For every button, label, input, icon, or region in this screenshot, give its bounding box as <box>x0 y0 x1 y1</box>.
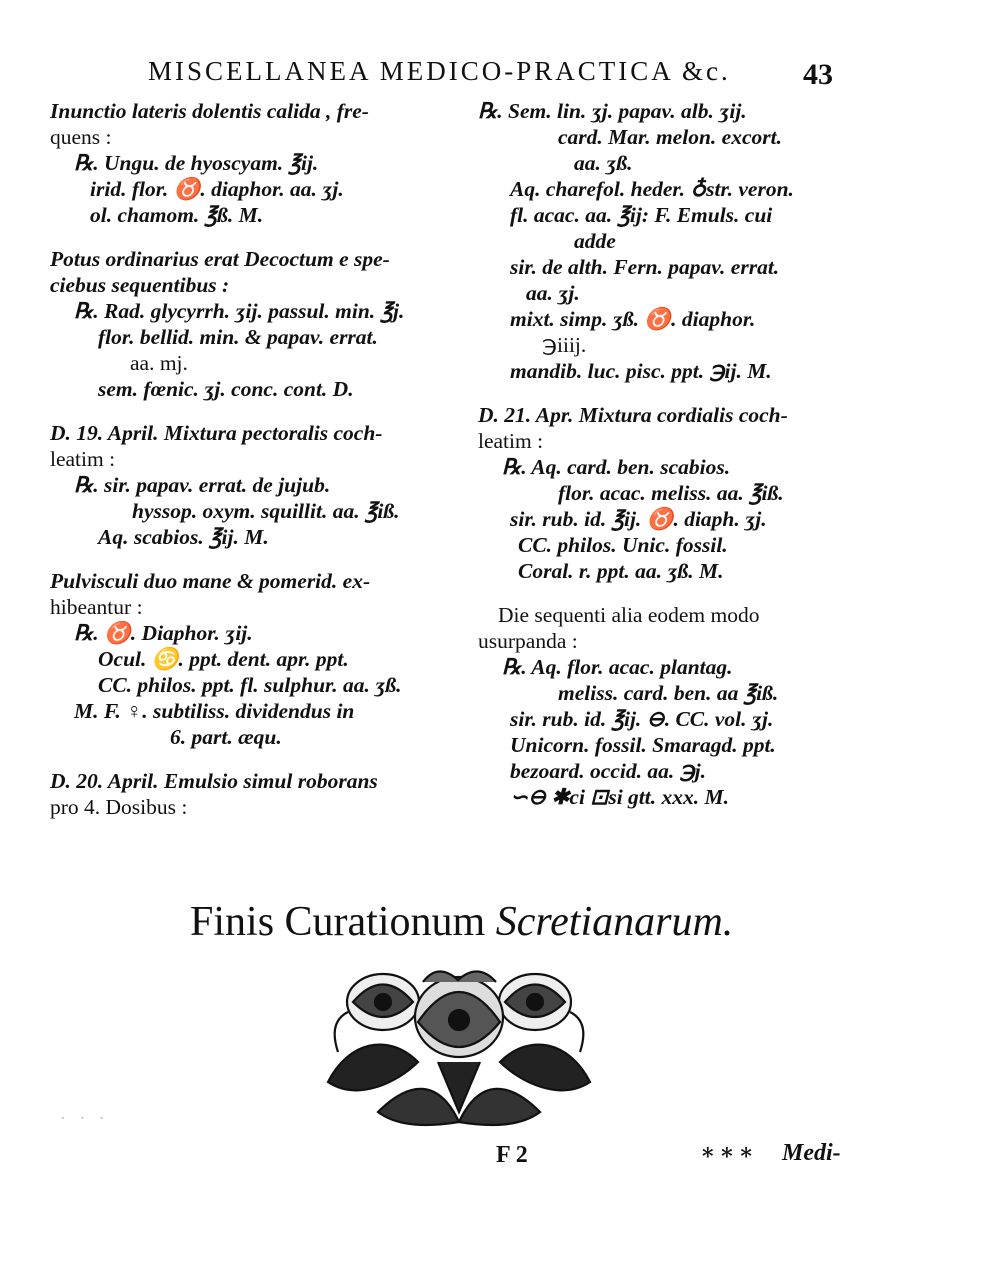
paragraph-gap <box>50 228 442 246</box>
bleed-through-smudge: · · · <box>60 1108 109 1129</box>
text-line: ol. chamom. ℥ß. M. <box>90 203 264 227</box>
text-line: leatim : <box>50 447 116 471</box>
text-line: 6. part. æqu. <box>170 725 282 749</box>
text-line: ℞. Sem. lin. ʒj. papav. alb. ʒij. <box>478 99 747 123</box>
text-line: ℈iiij. <box>542 333 587 357</box>
text-line: adde <box>574 229 616 253</box>
right-column <box>478 98 848 810</box>
text-line: ℞. Rad. glycyrrh. ʒij. passul. min. ℥j. <box>74 299 405 323</box>
text-line: sir. rub. id. ℥ij. ⊖. CC. vol. ʒj. <box>510 707 774 731</box>
text-line: bezoard. occid. aa. ℈j. <box>510 759 706 783</box>
text-line: aa. mj. <box>130 351 188 375</box>
text-line: Unicorn. fossil. Smaragd. ppt. <box>510 733 776 757</box>
text-line: ℞. sir. papav. errat. de jujub. <box>74 473 331 497</box>
text-line: ℞. ♉. Diaphor. ʒij. <box>74 621 253 645</box>
text-line: irid. flor. ♉. diaphor. aa. ʒj. <box>90 177 344 201</box>
text-line: ℞. Aq. card. ben. scabios. <box>502 455 731 479</box>
text-line: usurpanda : <box>478 629 578 653</box>
running-title: MISCELLANEA MEDICO-PRACTICA &c. <box>148 56 731 86</box>
text-line: M. F. ♀. subtiliss. dividendus in <box>74 699 355 723</box>
paragraph-gap <box>50 402 442 420</box>
paragraph-gap <box>478 584 848 602</box>
text-line: D. 21. Apr. Mixtura cordialis coch- <box>478 403 788 427</box>
text-line: sir. de alth. Fern. papav. errat. <box>510 255 780 279</box>
text-line: Die sequenti alia eodem modo <box>498 603 760 627</box>
text-line: Inunctio lateris dolentis calida , fre- <box>50 99 369 123</box>
text-line: ∽⊖ ✱ci ⊡si gtt. xxx. M. <box>510 785 729 809</box>
text-line: flor. bellid. min. & papav. errat. <box>98 325 378 349</box>
paragraph-gap <box>50 750 442 768</box>
text-line: sir. rub. id. ℥ij. ♉. diaph. ʒj. <box>510 507 767 531</box>
text-line: Ocul. ♋. ppt. dent. apr. ppt. <box>98 647 349 671</box>
left-column <box>50 98 442 820</box>
text-line: hyssop. oxym. squillit. aa. ℥iß. <box>132 499 400 523</box>
text-line: Aq. charefol. heder. ♁str. veron. <box>510 177 794 201</box>
text-line: aa. ʒß. <box>574 151 633 175</box>
text-line: ciebus sequentibus : <box>50 273 230 297</box>
text-line: D. 19. April. Mixtura pectoralis coch- <box>50 421 383 445</box>
text-line: aa. ʒj. <box>526 281 580 305</box>
text-line: Coral. r. ppt. aa. ʒß. M. <box>518 559 724 583</box>
floral-woodcut-ornament <box>318 962 600 1128</box>
text-line: mandib. luc. pisc. ppt. ℈ij. M. <box>510 359 772 383</box>
text-line: D. 20. April. Emulsio simul roborans <box>50 769 378 793</box>
text-line: CC. philos. ppt. fl. sulphur. aa. ʒß. <box>98 673 402 697</box>
paragraph-gap <box>478 384 848 402</box>
closing-line <box>190 898 733 946</box>
text-line: fl. acac. aa. ℥ij: F. Emuls. cui <box>510 203 773 227</box>
text-line: flor. acac. meliss. aa. ℥iß. <box>558 481 784 505</box>
text-line: ℞. Ungu. de hyoscyam. ℥ij. <box>74 151 319 175</box>
closing-prefix: Finis Curationum <box>190 899 496 945</box>
paragraph-gap <box>50 550 442 568</box>
text-line: sem. fœnic. ʒj. conc. cont. D. <box>98 377 354 401</box>
text-line: meliss. card. ben. aa ℥iß. <box>558 681 779 705</box>
catchword: Medi- <box>782 1140 841 1166</box>
text-line: ℞. Aq. flor. acac. plantag. <box>502 655 733 679</box>
text-line: quens : <box>50 125 112 149</box>
closing-italic: Scretianarum. <box>495 899 734 945</box>
text-line: CC. philos. Unic. fossil. <box>518 533 728 557</box>
asterisk-mark: * * * <box>702 1144 752 1170</box>
text-line: hibeantur : <box>50 595 143 619</box>
text-line: Aq. scabios. ℥ij. M. <box>98 525 269 549</box>
text-line: mixt. simp. ʒß. ♉. diaphor. <box>510 307 756 331</box>
text-line: leatim : <box>478 429 544 453</box>
text-line: Potus ordinarius erat Decoctum e spe- <box>50 247 390 271</box>
page-number: 43 <box>803 58 833 91</box>
text-line: card. Mar. melon. excort. <box>558 125 782 149</box>
text-line: pro 4. Dosibus : <box>50 795 188 819</box>
signature-mark: F 2 <box>496 1142 528 1168</box>
text-line: Pulvisculi duo mane & pomerid. ex- <box>50 569 371 593</box>
